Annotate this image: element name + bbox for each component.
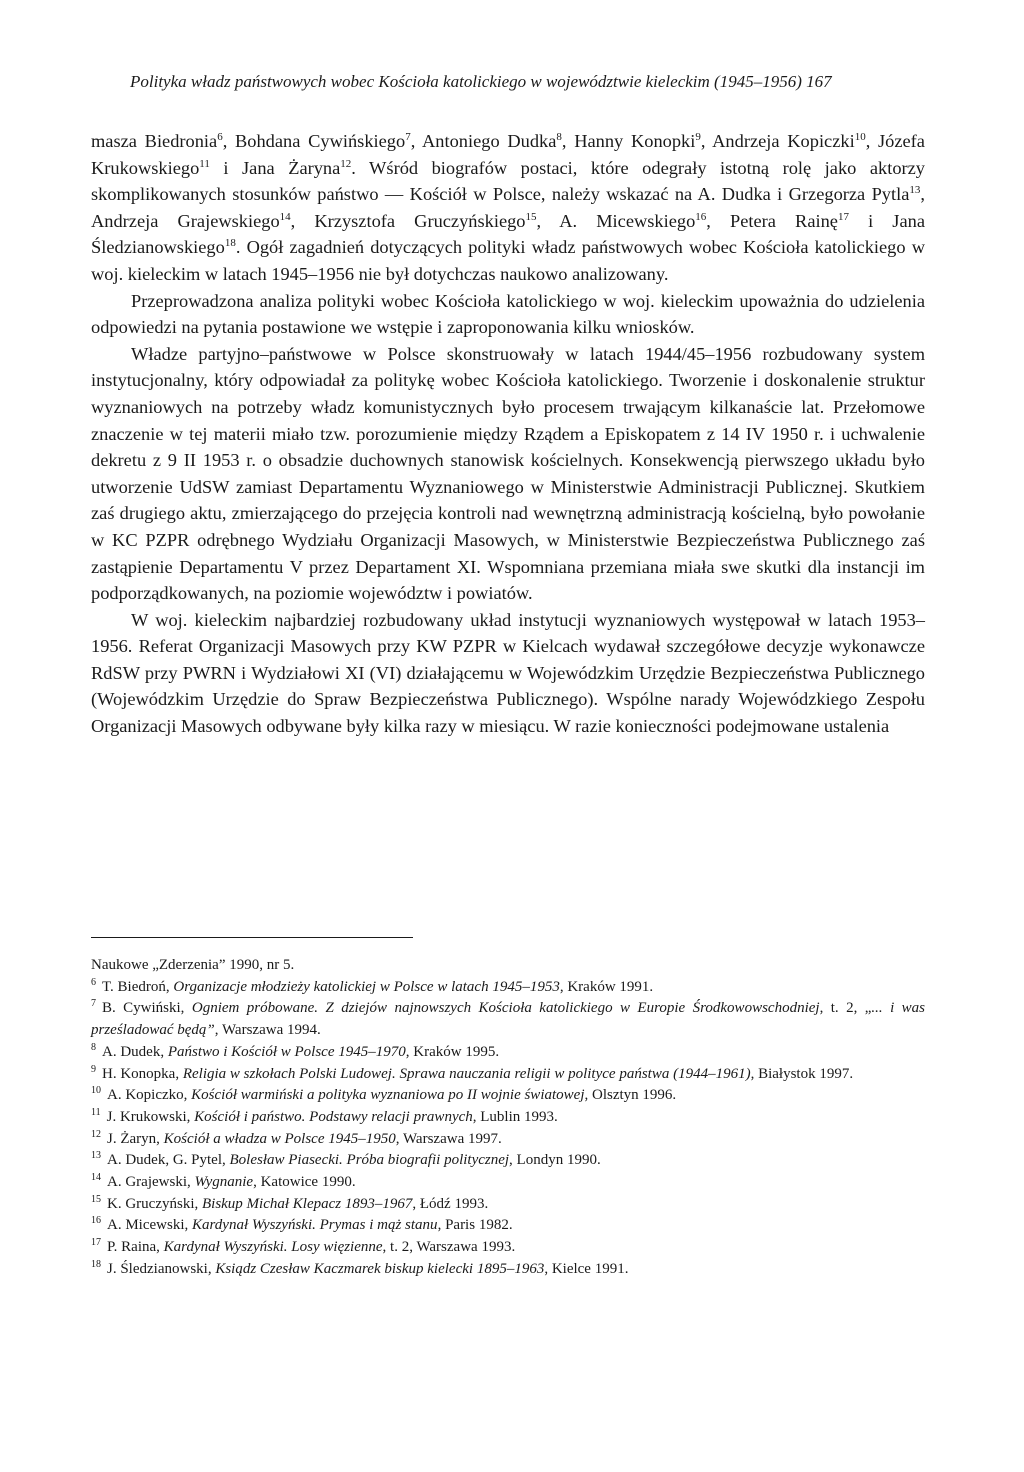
text-run: T. Biedroń, xyxy=(102,978,174,995)
text-run: , Kraków 1991. xyxy=(559,978,654,995)
footnote-number: 9 xyxy=(91,1063,96,1075)
footnote-separator xyxy=(91,937,413,938)
citation-title: Organizacje młodzieży katolickiej w Polsce w latach 1945–1953 xyxy=(173,978,560,995)
footnote xyxy=(91,1064,925,1086)
text-run: , Warszawa 1997. xyxy=(395,1130,502,1147)
text-run: , t. 2, Warszawa 1993. xyxy=(382,1239,516,1256)
text-run: B. Cywiński, xyxy=(102,1000,192,1017)
text-run: P. Raina, xyxy=(107,1239,164,1256)
footnote-ref: 18 xyxy=(224,237,236,250)
citation-title: ... i was prześladować będą” xyxy=(91,1000,926,1039)
text-run: masza Biedronia xyxy=(91,131,218,151)
text-run: , Londyn 1990. xyxy=(509,1152,601,1169)
text-run: i Jana Śledzianowskiego xyxy=(91,210,925,258)
footnote-number: 13 xyxy=(91,1150,101,1162)
text-run: H. Konopka, xyxy=(102,1065,183,1082)
footnote-ref: 9 xyxy=(695,130,701,143)
text-run: A. Dudek, xyxy=(102,1043,168,1060)
footnote xyxy=(91,1237,925,1259)
text-run: , Hanny Konopki xyxy=(561,131,696,151)
footnote-ref: 16 xyxy=(695,210,707,223)
text-run: J. Krukowski, xyxy=(106,1108,195,1125)
footnote xyxy=(91,1172,925,1194)
text-run: , Kielce 1991. xyxy=(544,1260,629,1277)
citation-title: Kardynał Wyszyński. Losy więzienne xyxy=(163,1239,383,1256)
footnote-number: 8 xyxy=(91,1041,96,1053)
text-run: . Ogół zagadnień dotyczących polityki władz państwowych wobec Kościoła katolickiego w woj. kieleckim w latach 1945–1956 nie był dotychczas naukowo analizowany. xyxy=(91,237,925,284)
text-run: , Katowice 1990. xyxy=(253,1174,356,1191)
footnote xyxy=(91,1215,925,1237)
footnote-ref: 15 xyxy=(525,210,537,223)
citation-title: Kościół i państwo. Podstawy relacji prawnych xyxy=(194,1108,473,1125)
citation-title: Kościół a władza w Polsce 1945–1950 xyxy=(163,1130,396,1147)
citation-title: Ksiądz Czesław Kaczmarek biskup kielecki 1895–1963 xyxy=(215,1260,545,1277)
citation-title: Religia w szkołach Polski Ludowej. Sprawa nauczania religii w polityce państwa (1944–1961) xyxy=(182,1065,751,1082)
text-run: , t. 2, „ xyxy=(819,1000,872,1017)
footnote-ref: 10 xyxy=(854,130,866,143)
text-run: , Józefa Krukowskiego xyxy=(91,131,925,178)
footnote-ref: 14 xyxy=(279,210,291,223)
footnote xyxy=(91,1042,925,1064)
text-run: A. Micewski, xyxy=(107,1217,192,1234)
text-run: , Białystok 1997. xyxy=(750,1065,854,1082)
footnote xyxy=(91,1194,925,1216)
paragraph xyxy=(91,288,925,341)
text-run: W woj. kieleckim najbardziej rozbudowany układ instytucji wyznaniowych występował w latach 1953–1956. Referat Organizacji Masowych przy KW PZPR w Kielcach wydawał szczegółowe decyzje wykonawcze RdSW przy PWRN i Wydziałowi XI (VI) działającemu w Wojewódzkim Urzędzie Bezpieczeństwa Publicznego (Wojewódzkim Urzędzie do Spraw Bezpieczeństwa Publicznego). Wspólne narady Wojewódzkiego Zespołu Organizacji Masowych odbywane były kilka razy w miesiącu. W razie konieczności podejmowane ustalenia xyxy=(91,609,925,737)
footnote-number: 15 xyxy=(91,1193,101,1205)
text-run: , Kraków 1995. xyxy=(405,1043,500,1060)
text-run: i Jana Żaryna xyxy=(209,157,341,178)
text-run: , A. Micewskiego xyxy=(536,210,696,231)
body-text xyxy=(91,128,925,740)
footnote xyxy=(91,1259,925,1281)
text-run: , Krzysztofa Gruczyńskiego xyxy=(290,210,526,231)
text-run: , Warszawa 1994. xyxy=(214,1022,321,1039)
footnote-number: 17 xyxy=(91,1237,101,1249)
citation-title: Wygnanie xyxy=(194,1174,254,1191)
text-run: , Łódź 1993. xyxy=(412,1195,489,1212)
footnote-ref: 6 xyxy=(217,130,223,143)
footnote-number: 12 xyxy=(91,1128,101,1140)
footnote-ref: 7 xyxy=(405,130,411,143)
text-run: A. Dudek, G. Pytel, xyxy=(107,1152,230,1169)
footnote-ref: 13 xyxy=(909,184,921,197)
text-run: , Lublin 1993. xyxy=(472,1108,558,1125)
footnote-ref: 17 xyxy=(837,210,849,223)
text-run: A. Grajewski, xyxy=(107,1174,195,1191)
footnote-number: 7 xyxy=(91,998,96,1010)
citation-title: Państwo i Kościół w Polsce 1945–1970 xyxy=(167,1043,406,1060)
footnote-ref: 12 xyxy=(340,157,352,170)
text-run: Przeprowadzona analiza polityki wobec Kościoła katolickiego w woj. kieleckim upoważnia do udzielenia odpowiedzi na pytania postawione we wstępie i zaproponowania kilku wniosków. xyxy=(91,290,925,338)
footnote xyxy=(91,998,925,1041)
citation-title: Kardynał Wyszyński. Prymas i mąż stanu xyxy=(192,1217,438,1234)
text-run: Władze partyjno–państwowe w Polsce skonstruowały w latach 1944/45–1956 rozbudowany system instytucjonalny, który odpowiadał za politykę wobec Kościoła katolickiego. Tworzenie i doskonalenie struktur wyznaniowych na potrzeby władz komunistycznych było procesem trwającym kilkanaście lat. Przełomowe znaczenie w tej materii miało tzw. porozumienie między Rządem a Episkopatem z 14 IV 1950 r. i uchwalenie dekretu z 9 II 1953 r. o obsadzie duchownych stanowisk kościelnych. Konsekwencją pierwszego układu było utworzenie UdSW zamiast Departamentu Wyznaniowego w Ministerstwie Administracji Publicznej. Skutkiem zaś drugiego aktu, zmierzającego do przejęcia kontroli nad wewnętrzną administracją kościelną, było powołanie w KC PZPR odrębnego Wydziału Organizacji Masowych, w Ministerstwie Bezpieczeństwa Publicznego zaś zastąpienie Departamentu V przez Departament XI. Wspomniana przemiana miała swe skutki dla instancji im podporządkowanych, na poziomie województw i powiatów. xyxy=(91,343,925,604)
footnotes xyxy=(91,955,925,1281)
footnote-number: 18 xyxy=(91,1258,101,1270)
text-run: , Andrzeja Grajewskiego xyxy=(91,184,925,231)
text-run: Naukowe „Zderzenia” 1990, nr 5. xyxy=(91,957,295,973)
text-run: A. Kopiczko, xyxy=(107,1087,192,1104)
paragraph xyxy=(91,607,925,740)
text-run: , Andrzeja Kopiczki xyxy=(700,131,855,151)
text-run: J. Śledzianowski, xyxy=(107,1260,216,1277)
text-run: . Wśród biografów postaci, które odegrały istotną rolę jako aktorzy skomplikowanych stosunków państwo — Kościół w Polsce, należy wskazać na A. Dudka i Grzegorza Pytla xyxy=(91,157,925,205)
paragraph xyxy=(91,128,925,288)
running-head: Polityka władz państwowych wobec Kościoła katolickiego w województwie kieleckim (1945–1956) 167 xyxy=(130,72,832,91)
footnote-number: 16 xyxy=(91,1215,101,1227)
text-run: , Bohdana Cywińskiego xyxy=(222,131,406,151)
text-run: J. Żaryn, xyxy=(107,1130,164,1147)
footnote-number: 11 xyxy=(91,1106,101,1118)
citation-title: Ogniem próbowane. Z dziejów najnowszych Kościoła katolickiego w Europie Środkowowschodniej xyxy=(191,1000,820,1017)
text-run: , Olsztyn 1996. xyxy=(584,1087,677,1104)
text-run: , Petera Rainę xyxy=(706,210,838,231)
text-run: K. Gruczyński, xyxy=(107,1195,202,1212)
footnote xyxy=(91,1129,925,1151)
footnote xyxy=(91,1150,925,1172)
text-run: , Antoniego Dudka xyxy=(410,131,557,151)
paragraph xyxy=(91,341,925,607)
citation-title: Bolesław Piasecki. Próba biografii politycznej xyxy=(229,1152,510,1169)
footnote xyxy=(91,1107,925,1129)
footnote-ref: 8 xyxy=(556,130,562,143)
citation-title: Biskup Michał Klepacz 1893–1967 xyxy=(201,1195,413,1212)
footnote-ref: 11 xyxy=(199,157,210,170)
footnote-number: 6 xyxy=(91,976,96,988)
text-run: , Paris 1982. xyxy=(437,1217,513,1234)
footnote xyxy=(91,1085,925,1107)
footnote xyxy=(91,977,925,999)
footnote-number: 10 xyxy=(91,1085,101,1097)
footnote xyxy=(91,955,925,977)
footnote-number: 14 xyxy=(91,1172,101,1184)
citation-title: Kościół warmiński a polityka wyznaniowa po II wojnie światowej xyxy=(191,1087,585,1104)
